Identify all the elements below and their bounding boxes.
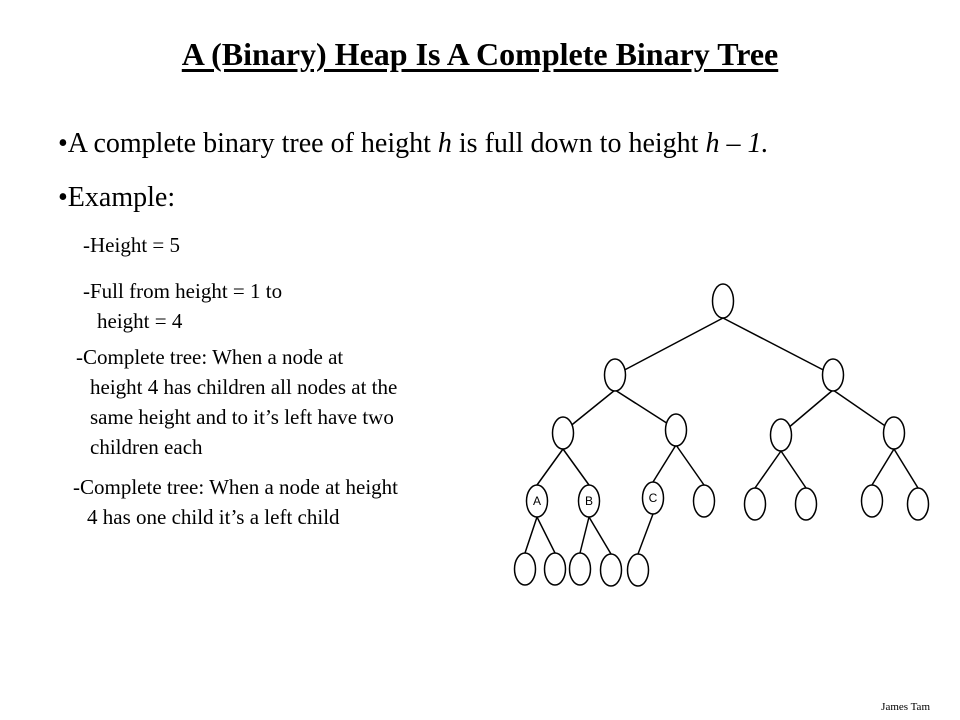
tree-node [605,359,626,391]
sub-point-height-line: -Height = 5 [83,233,180,257]
edge [580,517,589,553]
edge [723,318,833,375]
edge [755,451,781,488]
tree-node [570,553,591,585]
edge [781,451,806,488]
tree-node [745,488,766,520]
bullet1-suffix: – 1. [719,128,769,159]
tree-node [694,485,715,517]
tree-node-root [713,284,734,318]
sub-point-left-child-line1: -Complete tree: When a node at height [73,475,398,499]
tree-edges [525,318,918,554]
sub-point-complete-line1: -Complete tree: When a node at [76,345,344,369]
bullet-example: •Example: [58,182,176,213]
edge [589,517,611,554]
tree-node [628,554,649,586]
node-label-b: B [584,494,594,508]
tree-node [862,485,883,517]
edge [615,318,723,375]
edge [525,517,537,553]
sub-point-complete-line2: height 4 has children all nodes at the [90,375,398,399]
author-credit: James Tam [881,701,930,713]
edge [537,517,555,553]
edge [537,449,563,485]
edge [563,449,589,485]
sub-point-left-child-line2: 4 has one child it’s a left child [87,505,340,529]
edge [653,445,676,482]
edge [894,449,918,488]
edge [872,449,894,485]
bullet1-mid: is full down to height [451,128,706,159]
sub-point-full-line1: -Full from height = 1 to [83,279,283,303]
sub-point-full-line2: height = 4 [97,309,183,333]
slide-title: A (Binary) Heap Is A Complete Binary Tree [181,36,779,72]
tree-node [908,488,929,520]
tree-node [601,554,622,586]
tree-nodes [515,284,929,586]
bullet1-h2: h [705,128,720,159]
tree-node [515,553,536,585]
bullet1-prefix: •A complete binary tree of height [58,128,438,159]
tree-node [884,417,905,449]
node-label-c: C [648,491,658,505]
node-label-a: A [532,494,542,508]
tree-node [553,417,574,449]
tree-node [823,359,844,391]
sub-point-complete-line4: children each [90,435,203,459]
tree-node [545,553,566,585]
bullet1-h: h [437,128,452,159]
tree-node [771,419,792,451]
tree-node [796,488,817,520]
edge [676,445,704,485]
sub-point-complete-line3: same height and to it’s left have two [90,405,394,429]
tree-node [666,414,687,446]
edge [638,514,653,554]
